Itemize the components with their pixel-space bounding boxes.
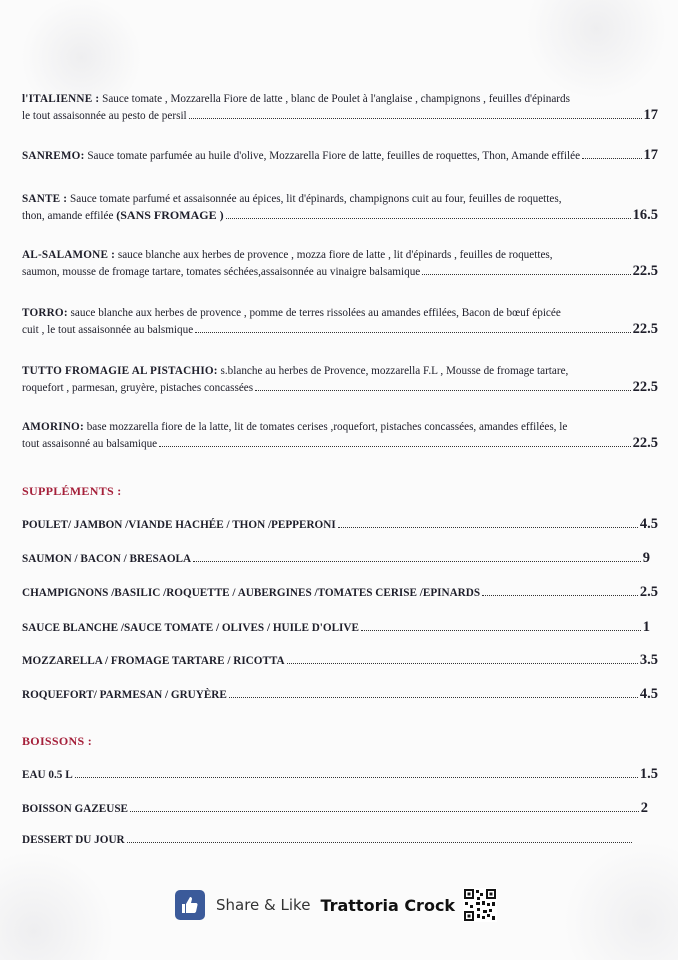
dot-leader bbox=[361, 630, 641, 631]
footer-social bbox=[175, 888, 497, 922]
drink-label: DESSERT DU JOUR bbox=[22, 834, 125, 846]
pizza-italienne bbox=[22, 92, 658, 124]
pizza-sanremo bbox=[22, 148, 658, 165]
drinks-heading: BOISSONS : bbox=[22, 734, 93, 748]
pizza-description: s.blanche au herbes de Provence, mozzarella F.L , Mousse de fromage tartare, bbox=[217, 365, 569, 377]
pizza-torro bbox=[22, 306, 658, 338]
pizza-description: sauce blanche aux herbes de provence , mozza fiore de latte , lit d'épinards , feuilles de roquettes, bbox=[115, 249, 553, 261]
supplement-label: MOZZARELLA / FROMAGE TARTARE / RICOTTA bbox=[22, 655, 285, 667]
pizza-price: 22.5 bbox=[632, 434, 658, 451]
supplement-price: 3.5 bbox=[639, 652, 658, 668]
pizza-description-cont: cuit , le tout assaisonnée au balsmique bbox=[22, 323, 194, 336]
dot-leader bbox=[226, 218, 631, 219]
pizza-description-cont: saumon, mousse de fromage tartare, tomates séchées,assaisonnée au vinaigre balsamique bbox=[22, 265, 421, 278]
pizza-description: base mozzarella fiore de la latte, lit de tomates cerises ,roquefort, pistaches concassées, amandes effilées, le bbox=[83, 421, 568, 433]
supplement-price: 9 bbox=[642, 550, 650, 566]
pizza-al-salamone bbox=[22, 248, 658, 280]
drink-row bbox=[22, 766, 658, 783]
drink-label: EAU 0.5 L bbox=[22, 769, 73, 781]
pizza-description: Sauce tomate parfumée au huile d'olive, Mozzarella Fiore de latte, feuilles de roquettes, Thon, Amande effilée bbox=[84, 150, 581, 162]
supplement-row bbox=[22, 584, 658, 601]
dot-leader bbox=[482, 595, 638, 596]
dot-leader bbox=[422, 274, 630, 275]
dot-leader bbox=[130, 811, 639, 812]
pizza-price: 17 bbox=[643, 147, 658, 163]
thumbs-up-icon[interactable] bbox=[175, 890, 205, 920]
dot-leader bbox=[189, 118, 642, 119]
share-like-label: Share & Like bbox=[216, 896, 311, 914]
supplement-label: POULET/ JAMBON /VIANDE HACHÉE / THON /PEPPERONI bbox=[22, 519, 336, 531]
pizza-price: 22.5 bbox=[632, 320, 658, 337]
qr-code-icon bbox=[463, 888, 497, 922]
supplement-price: 1 bbox=[642, 619, 650, 635]
pizza-tutto-fromagie bbox=[22, 364, 658, 396]
pizza-description-cont: roquefort , parmesan, gruyère, pistaches concassées bbox=[22, 381, 254, 394]
pizza-name: AL-SALAMONE : bbox=[22, 249, 116, 261]
pizza-price: 22.5 bbox=[632, 262, 658, 279]
drink-row bbox=[22, 834, 634, 846]
supplement-price: 4.5 bbox=[639, 516, 658, 532]
supplement-row bbox=[22, 652, 658, 669]
dot-leader bbox=[338, 527, 638, 528]
pizza-name: AMORINO: bbox=[22, 421, 84, 433]
pizza-description: sauce blanche aux herbes de provence , pomme de terres rissolées au amandes effilées, Bacon de bœuf épicée bbox=[67, 307, 561, 319]
pizza-amorino bbox=[22, 420, 658, 452]
dot-leader bbox=[255, 390, 631, 391]
dot-leader bbox=[127, 842, 632, 843]
pizza-name: l'ITALIENNE : bbox=[22, 93, 100, 105]
dot-leader bbox=[193, 561, 641, 562]
dot-leader bbox=[287, 663, 638, 664]
supplement-price: 2.5 bbox=[639, 584, 658, 600]
pizza-description: Sauce tomate parfumé et assaisonnée au épices, lit d'épinards, champignons cuit au four, feuilles de roquettes, bbox=[67, 193, 562, 205]
pizza-price: 22.5 bbox=[632, 378, 658, 395]
restaurant-name: Trattoria Crock bbox=[320, 895, 456, 915]
dot-leader bbox=[195, 332, 630, 333]
pizza-name: SANREMO: bbox=[22, 150, 85, 162]
pizza-price: 16.5 bbox=[632, 206, 658, 223]
drink-price: 2 bbox=[640, 800, 648, 816]
dot-leader bbox=[229, 697, 638, 698]
supplement-label: SAUMON / BACON / BRESAOLA bbox=[22, 553, 192, 565]
pizza-description-cont: le tout assaisonnée au pesto de persil bbox=[22, 109, 187, 122]
supplement-label: CHAMPIGNONS /BASILIC /ROQUETTE / AUBERGINES /TOMATES CERISE /EPINARDS bbox=[22, 587, 481, 599]
pizza-name: SANTE : bbox=[22, 193, 68, 205]
supplements-heading: SUPPLÉMENTS : bbox=[22, 484, 122, 498]
supplement-row bbox=[22, 686, 658, 703]
pizza-price: 17 bbox=[643, 106, 658, 123]
dot-leader bbox=[75, 777, 638, 778]
no-cheese-tag: (SANS FROMAGE ) bbox=[116, 207, 224, 222]
supplement-row bbox=[22, 550, 658, 567]
dot-leader bbox=[582, 158, 641, 159]
pizza-name: TORRO: bbox=[22, 307, 68, 319]
drink-price: 1.5 bbox=[639, 766, 658, 782]
supplement-label: SAUCE BLANCHE /SAUCE TOMATE / OLIVES / HUILE D'OLIVE bbox=[22, 622, 359, 634]
drink-row bbox=[22, 800, 658, 817]
pizza-description-cont: thon, amande effilée bbox=[22, 209, 117, 222]
dot-leader bbox=[159, 446, 630, 447]
pizza-description-cont: tout assaisonné au balsamique bbox=[22, 437, 158, 450]
drink-label: BOISSON GAZEUSE bbox=[22, 803, 129, 815]
supplement-row bbox=[22, 619, 658, 636]
supplement-label: ROQUEFORT/ PARMESAN / GRUYÈRE bbox=[22, 689, 227, 701]
supplement-price: 4.5 bbox=[639, 686, 658, 702]
pizza-sante bbox=[22, 192, 658, 224]
pizza-description: Sauce tomate , Mozzarella Fiore de latte , blanc de Poulet à l'anglaise , champignons , feuilles d'épinards bbox=[99, 93, 570, 105]
pizza-name: TUTTO FROMAGIE AL PISTACHIO: bbox=[22, 365, 218, 377]
supplement-row bbox=[22, 516, 658, 533]
